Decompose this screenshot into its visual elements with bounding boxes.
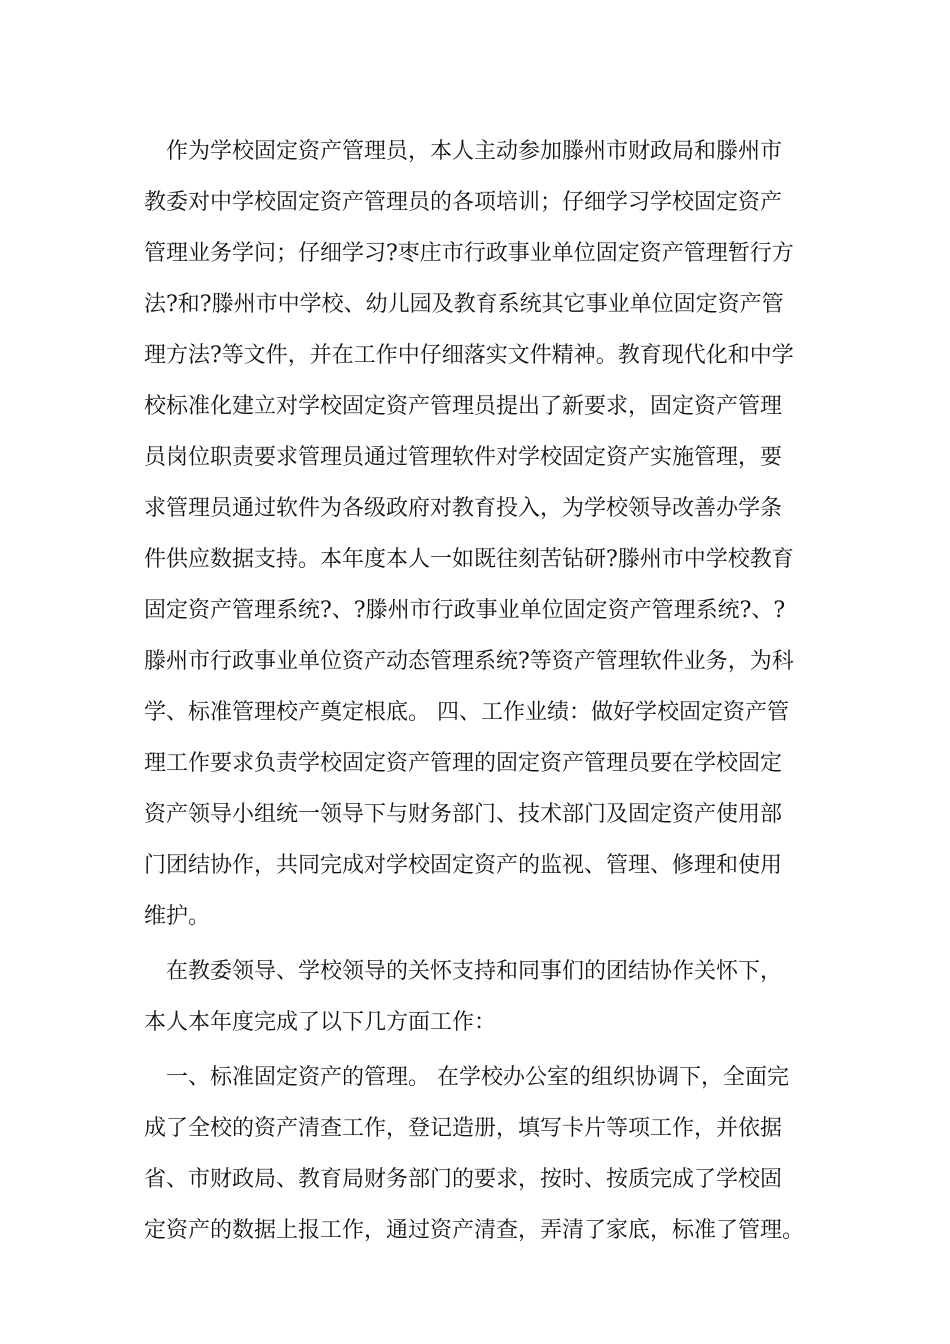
text-line: 理方法?等文件，并在工作中仔细落实文件精神。教育现代化和中学 (144, 343, 794, 368)
paragraph-3 (144, 1052, 824, 1256)
text-line: 资产领导小组统一领导下与财务部门、技术部门及固定资产使用部 (144, 802, 783, 827)
document-body (144, 126, 824, 1256)
text-line: 作为学校固定资产管理员，本人主动参加滕州市财政局和滕州市 (144, 139, 783, 164)
text-line: 固定资产管理系统?、?滕州市行政事业单位固定资产管理系统?、? (144, 598, 786, 623)
text-line: 件供应数据支持。本年度本人一如既往刻苦钻研?滕州市中学校教育 (144, 547, 794, 572)
paragraph-2 (144, 946, 824, 1048)
text-line: 省、市财政局、教育局财务部门的要求，按时、按质完成了学校固 (144, 1167, 783, 1192)
text-line: 理工作要求负责学校固定资产管理的固定资产管理员要在学校固定 (144, 751, 783, 776)
text-line: 求管理员通过软件为各级政府对教育投入，为学校领导改善办学条 (144, 496, 783, 521)
text-line: 管理业务学问；仔细学习?枣庄市行政事业单位固定资产管理暂行方 (144, 241, 794, 266)
text-line: 校标准化建立对学校固定资产管理员提出了新要求，固定资产管理 (144, 394, 783, 419)
text-line: 本人本年度完成了以下几方面工作： (144, 1010, 497, 1035)
text-line: 员岗位职责要求管理员通过管理软件对学校固定资产实施管理，要 (144, 445, 783, 470)
text-line: 成了全校的资产清查工作，登记造册，填写卡片等项工作，并依据 (144, 1116, 783, 1141)
text-line: 在教委领导、学校领导的关怀支持和同事们的团结协作关怀下， (144, 959, 783, 984)
paragraph-1 (144, 126, 824, 942)
text-line: 法?和?滕州市中学校、幼儿园及教育系统其它事业单位固定资产管 (144, 292, 784, 317)
text-line: 定资产的数据上报工作，通过资产清查，弄清了家底，标准了管理。 (144, 1218, 805, 1243)
text-line: 门团结协作，共同完成对学校固定资产的监视、管理、修理和使用 (144, 853, 783, 878)
text-line: 滕州市行政事业单位资产动态管理系统?等资产管理软件业务，为科 (144, 649, 794, 674)
text-line: 教委对中学校固定资产管理员的各项培训；仔细学习学校固定资产 (144, 190, 783, 215)
text-line: 一、标准固定资产的管理。 在学校办公室的组织协调下，全面完 (144, 1065, 789, 1090)
text-line: 学、标准管理校产奠定根底。 四、工作业绩：做好学校固定资产管 (144, 700, 789, 725)
text-line: 维护。 (144, 904, 211, 929)
